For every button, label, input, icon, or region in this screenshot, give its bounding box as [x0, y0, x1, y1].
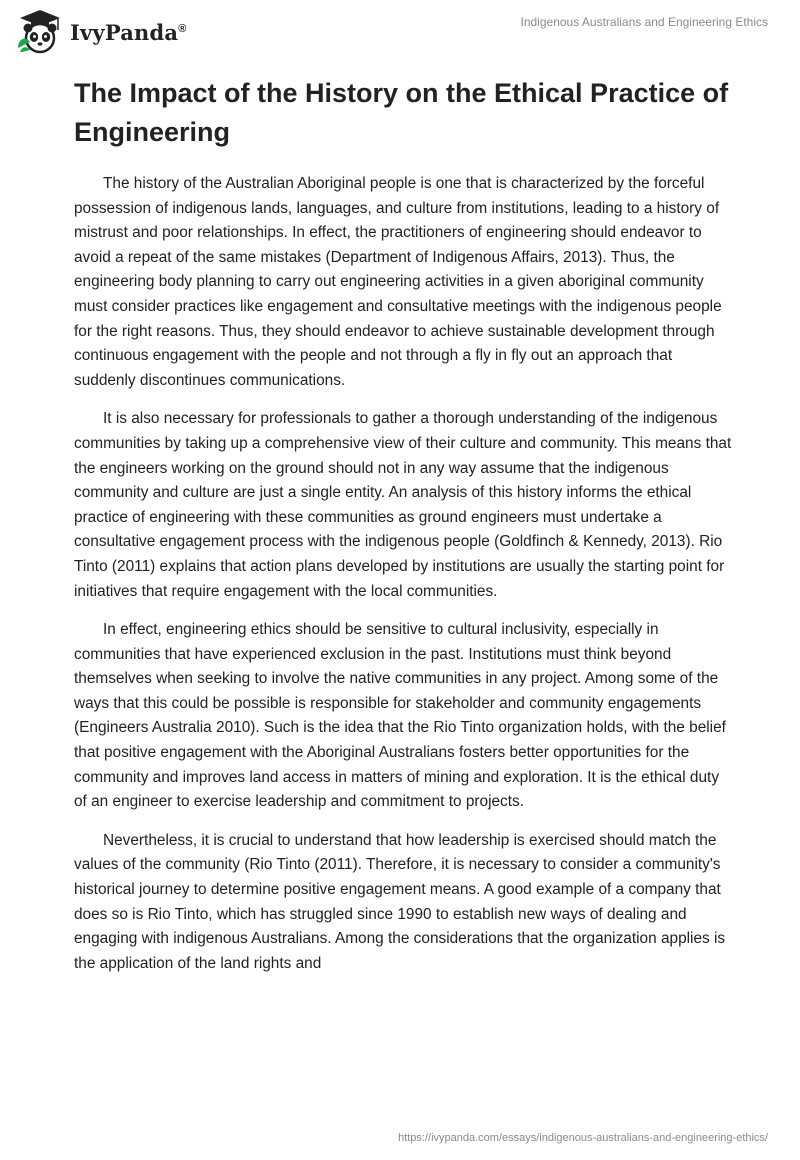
essay-body	[74, 172, 734, 990]
paragraph: The history of the Australian Aboriginal people is one that is characterized by the forceful possession of indigenous lands, languages, and culture from institutions, leading to a history of mistrust and poor relationships. In effect, the practitioners of engineering should endeavor to avoid a repeat of the same mistakes (Department of Indigenous Affairs, 2013). Thus, the engineering body planning to carry out engineering activities in a given aboriginal community must consider practices like engagement and consultative meetings with the indigenous people for the right reasons. Thus, they should endeavor to achieve sustainable development through continuous engagement with the people and not through a fly in fly out an approach that suddenly discontinues communications.	[74, 175, 722, 389]
logo-text: IvyPanda®	[70, 19, 187, 45]
ivypanda-logo[interactable]	[14, 8, 187, 56]
registered-mark: ®	[178, 22, 187, 35]
paragraph: It is also necessary for professionals to gather a thorough understanding of the indigenous communities by taking up a comprehensive view of their culture and community. This means that the engineers working on the ground should not in any way assume that the indigenous community and culture are just a single entity. An analysis of this history informs the ethical practice of engineering with these communities as ground engineers must undertake a consultative engagement process with the indigenous people (Goldfinch & Kennedy, 2013). Rio Tinto (2011) explains that action plans developed by institutions are usually the starting point for initiatives that require engagement with the local communities.	[74, 410, 732, 600]
source-url-link[interactable]: https://ivypanda.com/essays/indigenous-australians-and-engineering-ethics/	[398, 1132, 768, 1144]
page-header	[0, 0, 800, 64]
panda-graduate-icon	[14, 8, 66, 56]
paragraph: In effect, engineering ethics should be sensitive to cultural inclusivity, especially in communities that have experienced exclusion in the past. Institutions must think beyond themselves when seeking to involve the native communities in any project. Among some of the ways that this could be possible is responsible for stakeholder and community engagements (Engineers Australia 2010). Such is the idea that the Rio Tinto organization holds, with the belief that positive engagement with the Aboriginal Australians fosters better opportunities for the community and improves land access in matters of mining and exploration. It is the ethical duty of an engineer to exercise leadership and commitment to projects.	[74, 621, 726, 811]
running-title: Indigenous Australians and Engineering Ethics	[520, 15, 768, 29]
page-title: The Impact of the History on the Ethical Practice of Engineering	[74, 78, 729, 147]
paragraph: Nevertheless, it is crucial to understand that how leadership is exercised should match the values of the community (Rio Tinto (2011). Therefore, it is necessary to consider a community's historical journey to determine positive engagement means. A good example of a company that does so is Rio Tinto, which has struggled since 1990 to establish new ways of dealing and engaging with indigenous Australians. Among the considerations that the organization applies is the application of the land rights and	[74, 831, 726, 972]
